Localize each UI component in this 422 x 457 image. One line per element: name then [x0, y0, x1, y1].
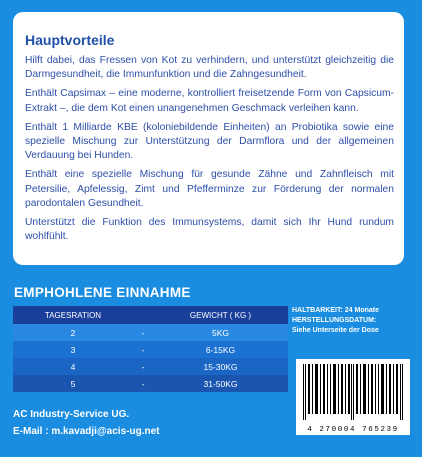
cell-ration: 4	[70, 361, 76, 372]
cell-separator: -	[141, 378, 145, 389]
cell-ration: 2	[70, 327, 76, 338]
benefit-paragraph: Enthält Capsimax – eine moderne, kontrolliert freisetzende Form von Capsicum-Extrakt –, die dem Kot einen unangenehmen Geschmack verleihen kann.	[25, 88, 394, 114]
header-ration: TAGESRATION	[44, 310, 102, 320]
production-date-value: Siehe Unterseite der Dose	[292, 327, 379, 334]
benefits-title: Hauptvorteile	[25, 32, 115, 48]
cell-ration: 5	[70, 378, 76, 389]
cell-weight: 5KG	[211, 327, 229, 338]
shelf-life: HALTBARKEIT: 24 Monate	[292, 307, 379, 314]
cell-weight: 31-50KG	[203, 378, 238, 389]
header-weight: GEWICHT ( KG )	[189, 310, 252, 320]
table-row	[13, 324, 288, 341]
barcode-bars	[302, 364, 404, 420]
benefit-paragraph: Hilft dabei, das Fressen von Kot zu verhindern, und unterstützt gleichzeitig die Darmgesundheit, die Immunfunktion und die Zahngesundheit.	[25, 55, 394, 81]
cell-separator: -	[141, 327, 145, 338]
table-row	[13, 375, 288, 392]
barcode-number: 4 270004 765239	[307, 426, 399, 434]
company-name: AC Industry-Service UG.	[13, 409, 130, 420]
cell-weight: 6-15KG	[205, 344, 236, 355]
benefit-paragraph: Unterstützt die Funktion des Immunsystems, damit sich Ihr Hund rundum wohlfühlt.	[25, 217, 394, 243]
dosage-table	[13, 306, 288, 392]
table-row	[13, 358, 288, 375]
barcode	[296, 359, 410, 435]
company-info	[13, 406, 159, 440]
benefits-card	[13, 12, 404, 265]
benefit-paragraph: Enthält 1 Milliarde KBE (koloniebildende Einheiten) an Probiotika sowie eine spezielle Mischung zur Unterstützung der Darmflora und der allgemeinen Verdauung bei Hunden.	[25, 121, 394, 162]
product-meta	[292, 306, 412, 336]
cell-ration: 3	[70, 344, 76, 355]
company-email[interactable]: E-Mail : m.kavadji@acis-ug.net	[13, 426, 160, 437]
cell-weight: 15-30KG	[203, 361, 238, 372]
benefit-paragraph: Enthält eine spezielle Mischung für gesunde Zähne und Zahnfleisch mit Petersilie, Apfelessig, Zimt und Pfefferminze zur Förderung der normalen parodontalen Gesundheit.	[25, 169, 394, 209]
dosage-table-header	[13, 306, 288, 324]
production-date-label: HERSTELLUNGSDATUM:	[292, 317, 377, 324]
cell-separator: -	[141, 361, 145, 372]
table-row	[13, 341, 288, 358]
cell-separator: -	[141, 344, 145, 355]
dosage-title: EMPHOHLENE EINNAHME	[14, 285, 191, 300]
